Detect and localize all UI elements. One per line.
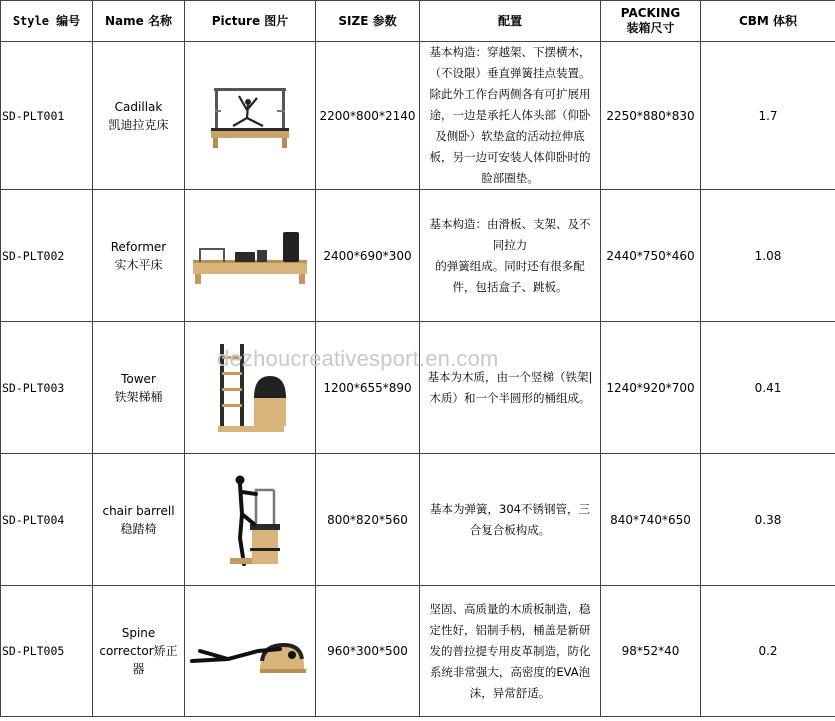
product-picture — [185, 586, 316, 717]
packing-value: 98*52*40 — [601, 586, 701, 717]
product-name-cn-2: 器 — [132, 662, 145, 676]
product-name-en: Tower — [121, 371, 156, 386]
product-name-cn: 铁架梯桶 — [114, 389, 163, 404]
config-line: 脸部圈垫。 — [481, 171, 539, 185]
size-value: 960*300*500 — [316, 586, 420, 717]
header-packing-cn: 装箱尺寸 — [626, 21, 675, 35]
config-line: 基本构造：穿越架、下摆横木， — [429, 45, 591, 59]
product-picture — [185, 322, 316, 454]
table-row — [1, 42, 835, 190]
product-name-cn: 实木平床 — [114, 257, 163, 272]
stability-chair-icon — [210, 468, 290, 572]
config-line: 定性好，铝制手柄，桶盖是新研 — [429, 622, 591, 637]
table-row — [1, 586, 835, 717]
product-picture — [185, 454, 316, 586]
header-name: Name 名称 — [93, 1, 185, 42]
product-name-cn-1: corrector矫正 — [99, 644, 178, 658]
config-text — [420, 42, 601, 190]
config-line: （不设限）垂直弹簧挂点装置。 — [429, 66, 591, 80]
style-code: SD-PLT001 — [1, 42, 93, 190]
config-line: 途，一边是承托人体头部（仰卧 — [429, 108, 591, 122]
packing-value: 2440*750*460 — [601, 190, 701, 322]
header-config: 配置 — [420, 1, 601, 42]
size-value: 800*820*560 — [316, 454, 420, 586]
cbm-value: 0.38 — [701, 454, 835, 586]
product-name — [93, 322, 185, 454]
config-line: 的弹簧组成。同时还有很多配 — [435, 258, 585, 273]
product-name-cn: 凯迪拉克床 — [108, 117, 169, 132]
config-line: 系统非常强大，高密度的EVA泡 — [429, 664, 591, 679]
product-name — [93, 190, 185, 322]
config-line: 基本为木质，由一个竖梯（铁架| — [427, 369, 593, 384]
table-row — [1, 322, 835, 454]
spine-corrector-icon — [188, 621, 312, 681]
config-line: 沫，异常舒适。 — [469, 685, 551, 700]
size-value: 1200*655*890 — [316, 322, 420, 454]
ladder-barrel-icon — [210, 340, 290, 436]
style-code: SD-PLT002 — [1, 190, 93, 322]
header-packing — [601, 1, 701, 42]
style-code: SD-PLT003 — [1, 322, 93, 454]
cbm-value: 0.41 — [701, 322, 835, 454]
product-name-en: chair barrell — [102, 503, 175, 518]
config-text — [420, 322, 601, 454]
cbm-value: 0.2 — [701, 586, 835, 717]
size-value: 2400*690*300 — [316, 190, 420, 322]
product-name — [93, 42, 185, 190]
config-line: 同拉力 — [492, 237, 528, 252]
config-text — [420, 586, 601, 717]
header-picture: Picture 图片 — [185, 1, 316, 42]
style-code: SD-PLT005 — [1, 586, 93, 717]
header-size: SIZE 参数 — [316, 1, 420, 42]
header-row — [1, 1, 835, 42]
product-name — [93, 586, 185, 717]
product-name-en: Reformer — [110, 239, 167, 254]
config-line: 合复合板构成。 — [469, 522, 551, 537]
header-style: Style 编号 — [1, 1, 93, 42]
watermark: dezhoucreativesport.en.com — [217, 346, 499, 371]
packing-value: 1240*920*700 — [601, 322, 701, 454]
packing-value: 840*740*650 — [601, 454, 701, 586]
product-name-en: Cadillak — [114, 99, 163, 114]
table-row — [1, 454, 835, 586]
config-text — [420, 454, 601, 586]
config-line: 件，包括盒子、跳板。 — [452, 279, 568, 294]
cbm-value: 1.08 — [701, 190, 835, 322]
packing-value: 2250*880*830 — [601, 42, 701, 190]
cadillac-bed-icon — [211, 82, 289, 150]
header-packing-en: PACKING — [620, 6, 681, 20]
table-row — [1, 190, 835, 322]
config-line: 坚固、高质量的木质板制造，稳 — [429, 601, 591, 616]
product-name-en: Spine — [121, 626, 156, 640]
size-value: 2200*800*2140 — [316, 42, 420, 190]
config-line: 除此外工作台两侧各有可扩展用 — [429, 87, 591, 101]
config-line: 及侧卧）软垫盒的活动拉伸底 — [435, 129, 585, 143]
config-line: 板，另一边可安装人体仰卧时的 — [429, 150, 591, 164]
config-line: 基本为弹簧，304不锈钢管，三 — [430, 501, 590, 516]
style-code: SD-PLT004 — [1, 454, 93, 586]
config-text — [420, 190, 601, 322]
config-line: 木质）和一个半圆形的桶组成。 — [429, 390, 591, 405]
product-name — [93, 454, 185, 586]
header-cbm: CBM 体积 — [701, 1, 835, 42]
reformer-bed-icon — [191, 226, 309, 286]
product-picture — [185, 190, 316, 322]
config-line: 发的普拉提专用皮革制造，防化 — [429, 643, 591, 658]
cbm-value: 1.7 — [701, 42, 835, 190]
product-picture — [185, 42, 316, 190]
config-line: 基本构造：由滑板、支架、及不 — [429, 216, 591, 231]
product-name-cn: 稳踏椅 — [120, 521, 157, 536]
